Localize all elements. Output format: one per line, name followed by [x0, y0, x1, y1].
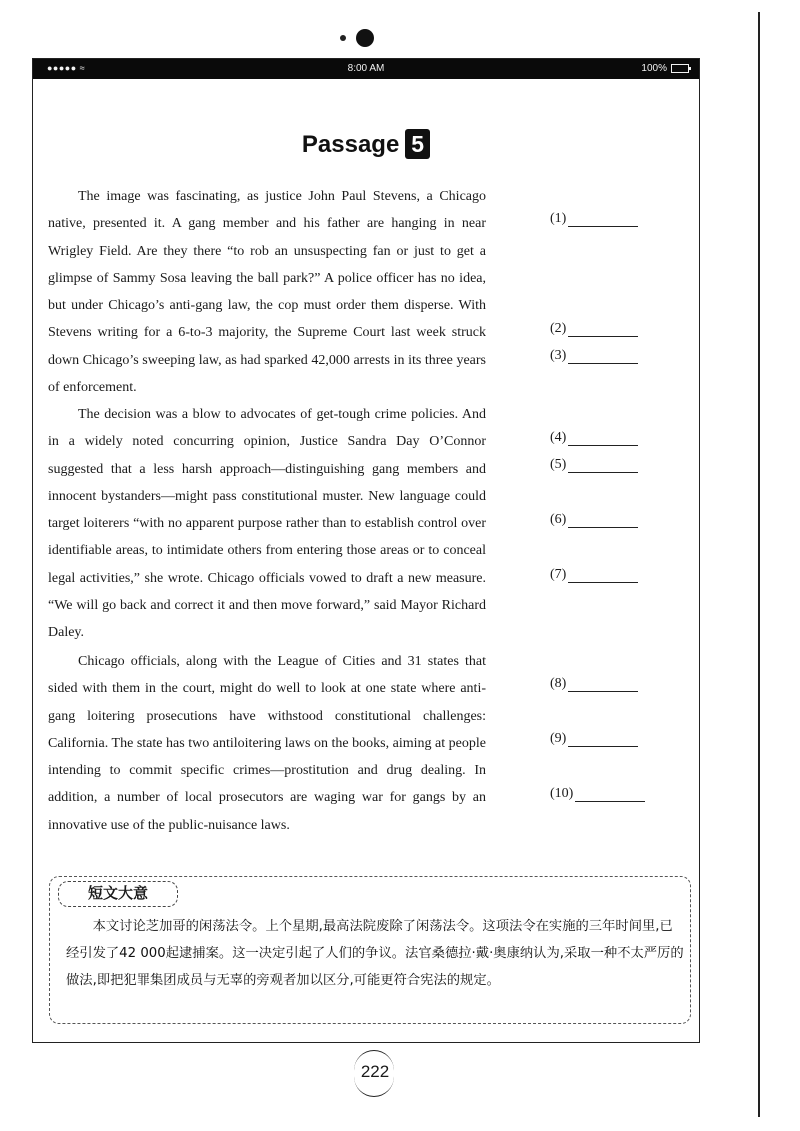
answer-blank-3[interactable]: [550, 348, 638, 364]
blank-number: (9): [550, 731, 567, 746]
answer-line: [568, 731, 638, 747]
blank-number: (2): [550, 321, 567, 336]
answer-blank-4[interactable]: [550, 430, 638, 446]
status-time: 8:00 AM: [347, 63, 385, 74]
paragraph-3: [48, 648, 486, 839]
summary-text: 本文讨论芝加哥的闲荡法令。上个星期,最高法院废除了闲荡法令。这项法令在实施的三年时间里,已经引发了42 000起逮捕案。这一决定引起了人们的争议。法官桑德拉·戴·奥康纳认为,采取一种不太严厉的做法,即把犯罪集团成员与无辜的旁观者加以区分,可能更符合宪法的规定。: [66, 919, 684, 988]
answer-line: [568, 430, 638, 446]
passage-number-badge: 5: [405, 129, 430, 159]
answer-line: [568, 676, 638, 692]
battery-status: [641, 63, 689, 74]
page-edge-line: [758, 12, 760, 1117]
answer-line: [568, 567, 638, 583]
paragraph-text: The image was fascinating, as justice John Paul Stevens, a Chicago native, presented it. A gang member and his father are hanging in near Wrigley Field. Are they there “to rob an unsuspecting fan or just to get a glimpse of Sammy Sosa leaving the ball park?” A police officer has no idea, but under Chicago’s anti-gang law, the cop must order them disperse. With Stevens writing for a 6-to-3 majority, the Supreme Court last week struck down Chicago’s sweeping law, as had sparked 42,000 arrests in its three years of enforcement.: [48, 189, 486, 396]
answer-blank-5[interactable]: [550, 457, 638, 473]
paragraph-1: [48, 183, 486, 401]
answer-blank-7[interactable]: [550, 567, 638, 583]
status-bar: [33, 59, 699, 79]
blank-number: (5): [550, 457, 567, 472]
blank-number: (8): [550, 676, 567, 691]
device-camera: [338, 28, 378, 48]
battery-icon: [671, 64, 689, 73]
answer-blank-1[interactable]: [550, 211, 638, 227]
summary-heading: 短文大意: [58, 881, 178, 907]
answer-blank-8[interactable]: [550, 676, 638, 692]
blank-number: (10): [550, 786, 574, 801]
summary-box: [49, 876, 691, 1024]
passage-title: [33, 129, 699, 159]
answer-line: [568, 321, 638, 337]
paragraph-text: The decision was a blow to advocates of get-tough crime policies. And in a widely noted concurring opinion, Justice Sandra Day O’Connor suggested that a less harsh approach—distinguishing gang members and innocent bystanders—might pass constitutional muster. New language could target loiterers “with no apparent purpose rather than to establish control over identifiable areas, to intimidate others from entering those areas or to conceal legal activities,” she wrote. Chicago officials vowed to draft a new measure. “We will go back and correct it and then move forward,” said Mayor Richard Daley.: [48, 407, 486, 641]
tablet-frame: [32, 58, 700, 1043]
answer-line: [568, 457, 638, 473]
sensor-dot: [340, 35, 346, 41]
answer-line: [568, 211, 638, 227]
camera-lens: [356, 29, 374, 47]
paragraph-text: Chicago officials, along with the League of Cities and 31 states that sided with them in the court, might do well to look at one state where anti-gang loitering prosecutions have withstood constitutional challenges: California. The state has two antiloitering laws on the books, aiming at people intending to commit specific crimes—prostitution and drug dealing. In addition, a number of local prosecutors are waging war for gangs by an innovative use of the public-nuisance laws.: [48, 654, 486, 833]
answer-line: [575, 786, 645, 802]
blank-number: (4): [550, 430, 567, 445]
blank-number: (6): [550, 512, 567, 527]
answer-blank-9[interactable]: [550, 731, 638, 747]
answer-blank-6[interactable]: [550, 512, 638, 528]
blank-number: (1): [550, 211, 567, 226]
blank-number: (7): [550, 567, 567, 582]
title-text: Passage: [301, 131, 400, 158]
answer-line: [568, 348, 638, 364]
blank-number: (3): [550, 348, 567, 363]
signal-dots: ●●●●●: [47, 63, 80, 73]
answer-line: [568, 512, 638, 528]
answer-blank-10[interactable]: [550, 786, 645, 802]
page-number: 222: [350, 1048, 400, 1098]
paragraph-2: [48, 401, 486, 647]
answer-blank-2[interactable]: [550, 321, 638, 337]
battery-percent: 100%: [641, 63, 667, 74]
wifi-icon: ≈: [79, 63, 86, 73]
